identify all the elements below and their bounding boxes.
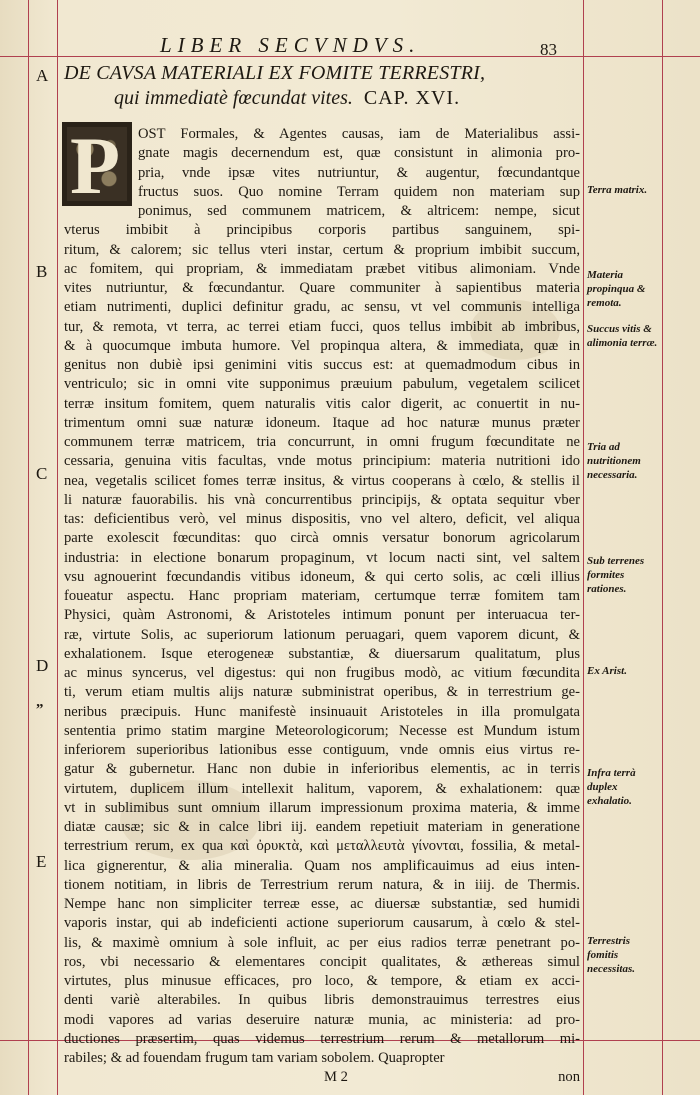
marginal-note-exhalatio: Infra terrà duplex exhalatio.: [587, 767, 636, 807]
margin-quote-mark: „: [36, 694, 44, 710]
chapter-title-line1: DE CAVSA MATERIALI EX FOMITE TERRESTRI,: [64, 62, 486, 84]
text-line: tur, & remota, vt terra, ac terrei etiam fucci, quos tellus imbibit ab imbribus,: [64, 318, 580, 335]
margin-letter-e: E: [36, 852, 47, 871]
margin-letter-c: C: [36, 464, 48, 483]
chapter-number: CAP. XVI.: [363, 87, 461, 109]
text-line: neribus præcipuis. Hunc manifestè insinuauit Aristoteles in illa promulgata: [64, 703, 580, 720]
text-line: fructus suos. Quo nomine Terram quidem non materiam sup: [138, 183, 580, 200]
text-line: tas: deficientibus verò, vel minus dispositis, vno vel altero, deficit, vel aliqua: [64, 511, 580, 527]
running-title: LIBER SECVNDVS.: [160, 33, 421, 57]
text-line: vaporis instar, qui ab indeficienti actione superiorum causarum, à cœlo & stel-: [64, 915, 580, 932]
marginal-note-succus: Succus vitis & alimonia terræ.: [587, 323, 658, 349]
text-line: terræ insitum fomitem, quem naturalis vitis calor digerit, ac conuertit in nu-: [64, 395, 580, 412]
chapter-title-line2: [64, 86, 584, 110]
left-outer-rule: [28, 0, 29, 1095]
text-line: lica gignerentur, & alia mineralia. Quam nos amplificauimus ad eius inten-: [64, 857, 580, 874]
text-line: industria: in electione bonarum propaginum, vt locum nacti sint, vel saltem: [64, 549, 580, 566]
text-line: pria, vnde ipsæ vites nutriuntur, & augentur, fœcundantque: [138, 164, 580, 181]
text-line: genitus non dubiè ipsi genimini vitis succus est: at quemadmodum cibus in: [64, 357, 580, 373]
text-line: ductiones præsertim, quas videmus terrestrium rerum & metallorum mi-: [64, 1030, 580, 1047]
chapter-title: [64, 60, 584, 110]
text-line: ti, verum etiam multis alijs naturæ subministrat operibus, & in terrestrium ge-: [64, 684, 580, 701]
text-line: rabiles; & ad fouendam frugum tam variam sobolem. Quapropter: [64, 1050, 445, 1066]
text-line: ponimus, sed communem matricem, & altricem: nempe, sicut: [138, 203, 580, 219]
text-line: ros, vbi necessario & elementares concipit qualitates, & æthereas simul: [64, 953, 580, 970]
text-line: cessaria, genuina vitis facultas, vnde motus principium: materia nutritioni ido: [64, 453, 580, 470]
chapter-subtitle: qui immediatè fœcundat vites.: [114, 87, 353, 109]
text-line: virtutem, duplicem illum intellexit halitum, vaporem, & exhalationem: quæ: [64, 780, 580, 797]
text-line: ræ, virtute Solis, ac superiorum lationum peruagari, quem vaporem dicunt, &: [64, 626, 580, 643]
text-line: li naturæ fauorabilis. his vnà concurrentibus principijs, & optata sequitur vber: [64, 491, 580, 508]
text-line: ritum, & calorem; sic tellus vteri instar, certum & proprium imbibit succum,: [64, 241, 580, 258]
margin-letter-d: D: [36, 656, 49, 675]
text-line: ac minus syncerus, vel digestus: qui non frugibus modò, ac vitium fœcundita: [64, 665, 580, 681]
catchword: non: [558, 1069, 580, 1086]
text-line: exhalationem. Isque eterogeneæ substantiæ, & diuersarum qualitatum, plus: [64, 645, 580, 662]
text-line: foueatur aspectu. Hanc propriam materiam, certumque terræ fomitem tam: [64, 588, 580, 604]
text-line: parte exolescit fœcunditas: quo circà omnis versatur bonorum agricolarum: [64, 530, 580, 547]
text-line: ventriculo; sic in omni vite supponimus præuium pabulum, vegetalem scilicet: [64, 376, 580, 393]
text-line: terrestrium rerum, ex qua καὶ ὀρυκτὰ, καὶ μεταλλευτὰ γίνονται, fossilia, & metal-: [64, 838, 580, 855]
text-line: gnate magis decernendum est, quæ consistunt in alimonia pro-: [138, 145, 580, 162]
text-line: ac fomitem, qui propriam, & immediatam præbet vitibus alimoniam. Vnde: [64, 260, 580, 277]
text-line: modi vapores ad varias deseruire naturæ munia, ac ministeria: ad pro-: [64, 1011, 580, 1028]
page-number: 83: [540, 40, 557, 59]
text-line: vt in sublimibus sunt omnium illarum impressionum proxima materia, & imme: [64, 799, 580, 816]
text-line: & à quocumque imbuta humore. Vel propinqua altera, & immediata, quæ in: [64, 337, 580, 354]
text-line: sententia primo statim margine Meteorologicorum; Necesse est Mundum istum: [64, 722, 580, 739]
marginal-note-fomitis: Terrestris fomitis necessitas.: [587, 935, 635, 975]
text-line: denti variè alterabiles. In quibus libris demonstrauimus terrestres eius: [64, 992, 580, 1009]
text-line: etiam nutrimenti, duplici definitur gradu, ac sensu, vt vel communis intelliga: [64, 299, 580, 316]
signature-mark: M 2: [324, 1069, 348, 1086]
text-line: nea, vegetalis scilicet fomes terræ insitus, & virtus cooperans à cœlo, & stellis il: [64, 472, 580, 489]
text-line: Physici, quàm Astronomi, & Aristoteles intimum ponunt per interuacua ter-: [64, 607, 580, 624]
text-line: OST Formales, & Agentes causas, iam de Materialibus assi-: [138, 126, 580, 142]
text-line: trimentum omni suæ naturæ idoneum. Itaque ad hoc naturæ munus præter: [64, 414, 580, 431]
text-line: lis, & maximè omnium à sole influit, ac per eius radios terræ penetrant po-: [64, 934, 580, 951]
body-text: [64, 120, 580, 1088]
text-line: inferiorem superioribus lationibus esse contiguum, vnde omnis eius virtus re-: [64, 742, 580, 758]
marginal-note-tria: Tria ad nutritionem necessaria.: [587, 441, 641, 481]
marginal-note-terra-matrix: Terra matrix.: [587, 184, 648, 196]
text-line: Nempe hanc non simpliciter terreæ esse, ac diuersæ substantiæ, sed humidi: [64, 896, 580, 912]
text-line: vsu agnouerint fœcundandis vitibus idoneum, & qui certo solis, ac cœli illius: [64, 568, 580, 585]
text-line: tionem notitiam, in libris de Terrestrium rerum natura, & in iiij. de Thermis.: [64, 876, 580, 893]
signature-line: [64, 1068, 580, 1087]
text-line: gatur & gubernetur. Hanc non dubie in inferioribus elementis, ac in terris: [64, 761, 580, 778]
margin-letter-b: B: [36, 262, 48, 281]
margin-right-rule: [662, 0, 663, 1095]
text-line: vterus imbibit à principibus corporis partibus sanguinem, spi-: [64, 222, 580, 239]
margin-letter-a: A: [36, 66, 49, 85]
marginal-note-materia: Materia propinqua & remota.: [587, 269, 646, 309]
text-line: vites nutriuntur, & fœcundantur. Quare communiter à sapientibus materia: [64, 280, 580, 296]
left-inner-rule: [57, 0, 58, 1095]
initial-letter: P: [70, 120, 121, 211]
marginal-note-aristotle: Ex Arist.: [587, 665, 627, 677]
marginal-note-fomites: Sub terrenes formites rationes.: [587, 555, 645, 595]
text-line: communem terræ matricem, tria concurrunt, in omni frugum fœcunditate ne: [64, 434, 580, 450]
text-line: virtutes, plus minusue efficaces, pro loco, & tempore, & etiam ex acci-: [64, 973, 580, 989]
text-right-rule: [583, 0, 584, 1095]
text-line: diatæ causæ; sic & in calce libri iij. eandem repetiuit materiam in generatione: [64, 819, 580, 835]
